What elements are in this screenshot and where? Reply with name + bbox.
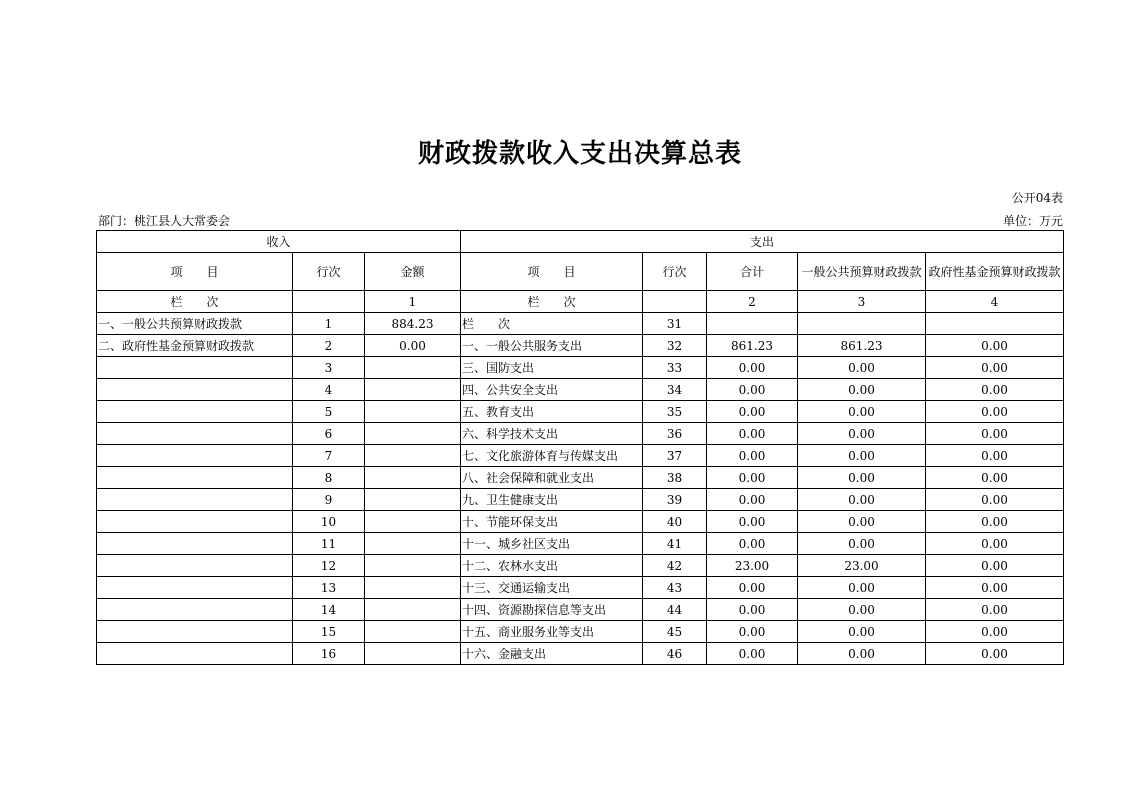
- general-budget-cell: 0.00: [798, 577, 926, 599]
- income-header: 收入: [97, 231, 461, 253]
- general-budget-cell: 861.23: [798, 335, 926, 357]
- income-amount-cell: 0.00: [365, 335, 461, 357]
- expense-item-cell: 九、卫生健康支出: [461, 489, 643, 511]
- income-amount-cell: [365, 445, 461, 467]
- table-row: [97, 511, 1064, 533]
- general-budget-cell: 0.00: [798, 599, 926, 621]
- general-budget-cell: 0.00: [798, 379, 926, 401]
- expense-row-no-cell: 45: [643, 621, 707, 643]
- income-row-no-cell: 5: [293, 401, 365, 423]
- column-header-row: [97, 253, 1064, 291]
- income-item-cell: [97, 401, 293, 423]
- income-amount-cell: [365, 643, 461, 665]
- column-index-1: 1: [365, 291, 461, 313]
- general-budget-cell: 0.00: [798, 423, 926, 445]
- expense-row-no-cell: 46: [643, 643, 707, 665]
- income-amount-cell: [365, 467, 461, 489]
- table-row: [97, 621, 1064, 643]
- expense-row-no-cell: 36: [643, 423, 707, 445]
- fund-budget-cell: 0.00: [926, 401, 1064, 423]
- total-cell: 23.00: [707, 555, 798, 577]
- income-row-no-cell: 10: [293, 511, 365, 533]
- total-cell: 861.23: [707, 335, 798, 357]
- fund-budget-cell: 0.00: [926, 335, 1064, 357]
- total-header: 合计: [707, 253, 798, 291]
- income-item-cell: [97, 379, 293, 401]
- income-item-cell: [97, 555, 293, 577]
- fund-budget-cell: 0.00: [926, 489, 1064, 511]
- total-cell: 0.00: [707, 599, 798, 621]
- fund-budget-cell: 0.00: [926, 643, 1064, 665]
- general-budget-cell: 0.00: [798, 643, 926, 665]
- general-budget-cell: 0.00: [798, 357, 926, 379]
- page-title: 财政拨款收入支出决算总表: [417, 139, 742, 169]
- expense-item-cell: 四、公共安全支出: [461, 379, 643, 401]
- expense-row-no-cell: 34: [643, 379, 707, 401]
- section-header-row: [97, 231, 1064, 253]
- expense-row-no-header: 行次: [643, 253, 707, 291]
- expense-item-cell: 六、科学技术支出: [461, 423, 643, 445]
- total-cell: 0.00: [707, 467, 798, 489]
- general-budget-cell: 0.00: [798, 401, 926, 423]
- table-row: [97, 357, 1064, 379]
- expense-row-no-cell: 39: [643, 489, 707, 511]
- fund-budget-cell: 0.00: [926, 511, 1064, 533]
- general-budget-header: 一般公共预算财政拨款: [798, 253, 926, 291]
- income-row-no-cell: 13: [293, 577, 365, 599]
- expense-column-index-label: 栏 次: [461, 291, 643, 313]
- expense-row-no-cell: 32: [643, 335, 707, 357]
- income-row-no-cell: 16: [293, 643, 365, 665]
- expense-item-cell: 十、节能环保支出: [461, 511, 643, 533]
- total-cell: 0.00: [707, 357, 798, 379]
- income-amount-cell: [365, 379, 461, 401]
- total-cell: [707, 313, 798, 335]
- expense-item-cell: 栏 次: [461, 313, 643, 335]
- income-row-no-cell: 6: [293, 423, 365, 445]
- income-amount-cell: 884.23: [365, 313, 461, 335]
- expense-row-no-cell: 35: [643, 401, 707, 423]
- expense-row-no-cell: 43: [643, 577, 707, 599]
- income-amount-cell: [365, 621, 461, 643]
- expense-row-no-cell: 42: [643, 555, 707, 577]
- income-item-cell: [97, 577, 293, 599]
- general-budget-cell: 0.00: [798, 467, 926, 489]
- form-number: 公开04表: [1011, 191, 1063, 205]
- fund-budget-cell: 0.00: [926, 577, 1064, 599]
- fund-budget-cell: 0.00: [926, 555, 1064, 577]
- income-row-no-cell: 7: [293, 445, 365, 467]
- fund-budget-header: 政府性基金预算财政拨款: [926, 253, 1064, 291]
- fund-budget-cell: [926, 313, 1064, 335]
- income-row-no-cell: 1: [293, 313, 365, 335]
- column-index-row: [97, 291, 1064, 313]
- income-amount-cell: [365, 489, 461, 511]
- income-item-cell: 一、一般公共预算财政拨款: [97, 313, 293, 335]
- income-item-cell: [97, 467, 293, 489]
- income-amount-cell: [365, 577, 461, 599]
- fund-budget-cell: 0.00: [926, 445, 1064, 467]
- expense-item-cell: 七、文化旅游体育与传媒支出: [461, 445, 643, 467]
- income-amount-cell: [365, 555, 461, 577]
- income-row-no-cell: 14: [293, 599, 365, 621]
- budget-table: [96, 230, 1064, 665]
- expense-item-cell: 十四、资源勘探信息等支出: [461, 599, 643, 621]
- income-column-index-blank: [293, 291, 365, 313]
- income-row-no-cell: 11: [293, 533, 365, 555]
- table-row: [97, 489, 1064, 511]
- general-budget-cell: 0.00: [798, 511, 926, 533]
- income-item-header: 项 目: [97, 253, 293, 291]
- general-budget-cell: 0.00: [798, 445, 926, 467]
- expense-item-cell: 十五、商业服务业等支出: [461, 621, 643, 643]
- expense-row-no-cell: 40: [643, 511, 707, 533]
- expense-row-no-cell: 41: [643, 533, 707, 555]
- expense-item-cell: 五、教育支出: [461, 401, 643, 423]
- unit-label: 单位：万元: [1002, 214, 1063, 228]
- table-row: [97, 643, 1064, 665]
- total-cell: 0.00: [707, 401, 798, 423]
- table-row: [97, 401, 1064, 423]
- income-item-cell: [97, 533, 293, 555]
- income-item-cell: [97, 423, 293, 445]
- income-amount-header: 金额: [365, 253, 461, 291]
- income-item-cell: [97, 489, 293, 511]
- fund-budget-cell: 0.00: [926, 621, 1064, 643]
- expense-row-no-cell: 33: [643, 357, 707, 379]
- table-row: [97, 555, 1064, 577]
- table-row: [97, 445, 1064, 467]
- table-row: [97, 599, 1064, 621]
- table-row: [97, 423, 1064, 445]
- expense-row-no-cell: 37: [643, 445, 707, 467]
- income-row-no-cell: 3: [293, 357, 365, 379]
- income-row-no-header: 行次: [293, 253, 365, 291]
- income-amount-cell: [365, 533, 461, 555]
- general-budget-cell: 0.00: [798, 621, 926, 643]
- expense-item-cell: 十六、金融支出: [461, 643, 643, 665]
- table-row: [97, 533, 1064, 555]
- income-row-no-cell: 12: [293, 555, 365, 577]
- income-item-cell: [97, 621, 293, 643]
- income-amount-cell: [365, 599, 461, 621]
- income-amount-cell: [365, 423, 461, 445]
- column-index-3: 3: [798, 291, 926, 313]
- income-row-no-cell: 8: [293, 467, 365, 489]
- income-column-index-label: 栏 次: [97, 291, 293, 313]
- general-budget-cell: 0.00: [798, 533, 926, 555]
- total-cell: 0.00: [707, 423, 798, 445]
- income-amount-cell: [365, 357, 461, 379]
- expense-column-index-blank: [643, 291, 707, 313]
- income-item-cell: [97, 357, 293, 379]
- expense-item-header: 项 目: [461, 253, 643, 291]
- total-cell: 0.00: [707, 533, 798, 555]
- table-row: [97, 335, 1064, 357]
- table-row: [97, 577, 1064, 599]
- income-amount-cell: [365, 511, 461, 533]
- fund-budget-cell: 0.00: [926, 467, 1064, 489]
- income-row-no-cell: 4: [293, 379, 365, 401]
- expense-row-no-cell: 31: [643, 313, 707, 335]
- expense-header: 支出: [461, 231, 1064, 253]
- income-item-cell: [97, 445, 293, 467]
- expense-item-cell: 三、国防支出: [461, 357, 643, 379]
- fund-budget-cell: 0.00: [926, 599, 1064, 621]
- department-label: 部门：桃江县人大常委会: [98, 214, 231, 228]
- fund-budget-cell: 0.00: [926, 357, 1064, 379]
- income-row-no-cell: 15: [293, 621, 365, 643]
- general-budget-cell: 23.00: [798, 555, 926, 577]
- income-row-no-cell: 9: [293, 489, 365, 511]
- expense-item-cell: 八、社会保障和就业支出: [461, 467, 643, 489]
- fund-budget-cell: 0.00: [926, 533, 1064, 555]
- total-cell: 0.00: [707, 379, 798, 401]
- expense-item-cell: 一、一般公共服务支出: [461, 335, 643, 357]
- column-index-2: 2: [707, 291, 798, 313]
- expense-row-no-cell: 38: [643, 467, 707, 489]
- income-row-no-cell: 2: [293, 335, 365, 357]
- income-item-cell: [97, 599, 293, 621]
- total-cell: 0.00: [707, 577, 798, 599]
- fund-budget-cell: 0.00: [926, 423, 1064, 445]
- general-budget-cell: [798, 313, 926, 335]
- total-cell: 0.00: [707, 643, 798, 665]
- table-row: [97, 379, 1064, 401]
- total-cell: 0.00: [707, 445, 798, 467]
- general-budget-cell: 0.00: [798, 489, 926, 511]
- table-row: [97, 467, 1064, 489]
- column-index-4: 4: [926, 291, 1064, 313]
- fund-budget-cell: 0.00: [926, 379, 1064, 401]
- total-cell: 0.00: [707, 511, 798, 533]
- income-item-cell: 二、政府性基金预算财政拨款: [97, 335, 293, 357]
- expense-item-cell: 十一、城乡社区支出: [461, 533, 643, 555]
- expense-item-cell: 十三、交通运输支出: [461, 577, 643, 599]
- income-item-cell: [97, 643, 293, 665]
- income-amount-cell: [365, 401, 461, 423]
- expense-row-no-cell: 44: [643, 599, 707, 621]
- total-cell: 0.00: [707, 621, 798, 643]
- income-item-cell: [97, 511, 293, 533]
- total-cell: 0.00: [707, 489, 798, 511]
- expense-item-cell: 十二、农林水支出: [461, 555, 643, 577]
- table-row: [97, 313, 1064, 335]
